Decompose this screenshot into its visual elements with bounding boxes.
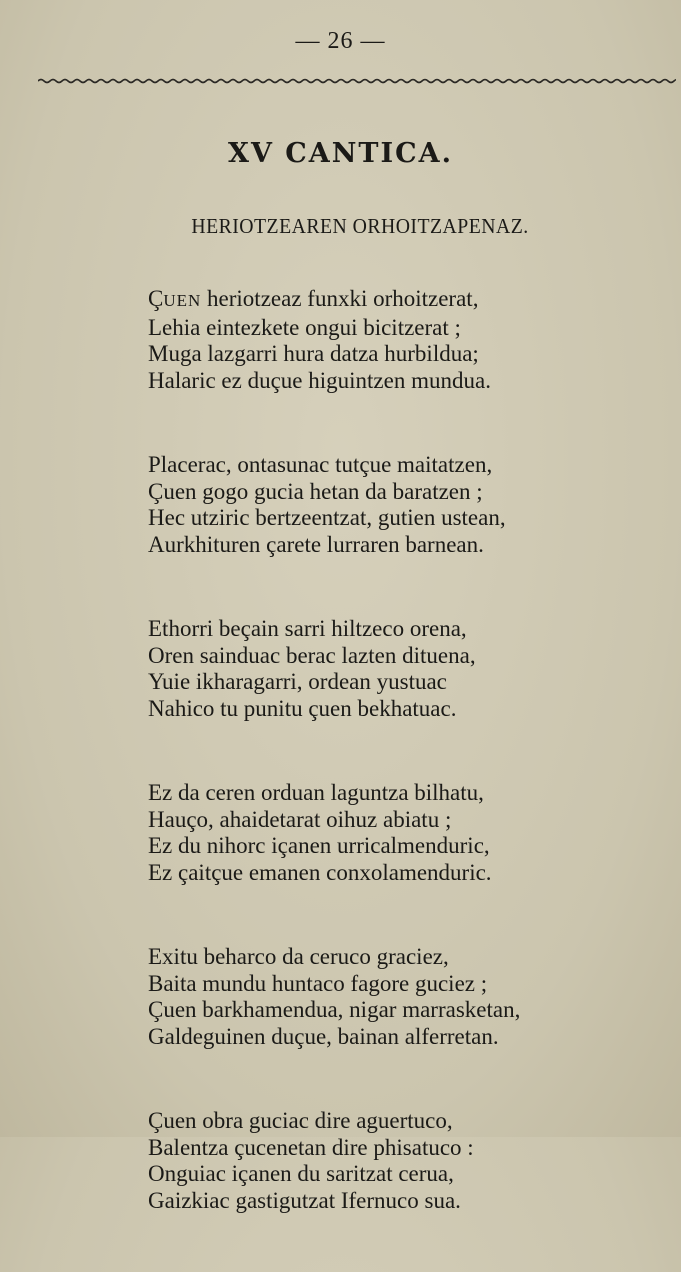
poem-line: Çuen gogo gucia hetan da baratzen ; — [148, 478, 483, 504]
stanza-3 — [148, 616, 668, 722]
wavy-rule-ornament — [38, 74, 676, 88]
stanza-5 — [148, 944, 668, 1050]
stanza-6 — [148, 1108, 668, 1214]
poem-line: Galdeguinen duçue, bainan alferretan. — [148, 1023, 499, 1049]
stanza-1 — [148, 286, 668, 394]
poem-line: Ez çaitçue emanen conxolamenduric. — [148, 859, 492, 885]
poem-line: Muga lazgarri hura datza hurbildua; — [148, 341, 479, 366]
poem-line: Baita mundu huntaco fagore guciez ; — [148, 970, 488, 996]
poem-line: Gaizkiac gastigutzat Ifernuco sua. — [148, 1187, 461, 1213]
page-number: — 26 — — [295, 28, 386, 54]
chapter-title: XV CANTICA. — [228, 138, 453, 169]
poem-line: Placerac, ontasunac tutçue maitatzen, — [148, 452, 493, 477]
poem-line: Yuie ikharagarri, ordean yustuac — [148, 669, 447, 694]
stanza-2 — [148, 452, 668, 558]
poem-line: Exitu beharco da ceruco graciez, — [148, 944, 449, 969]
poem-line — [148, 286, 668, 315]
poem-line: Halaric ez duçue higuintzen mundua. — [148, 367, 491, 393]
poem-line: Lehia eintezkete ongui bicitzerat ; — [148, 314, 461, 340]
poem-line: Çuen barkhamendua, nigar marrasketan, — [148, 997, 521, 1022]
poem-line: Ez du nihorc içanen urricalmenduric, — [148, 833, 490, 858]
drop-capital: Ç — [148, 286, 164, 311]
poem-line: Çuen obra guciac dire aguertuco, — [148, 1108, 453, 1133]
poem-line: Ez da ceren orduan laguntza bilhatu, — [148, 780, 484, 805]
poem-line: Hec utziric bertzeentzat, gutien ustean, — [148, 505, 506, 530]
poem-line: Nahico tu punitu çuen bekhatuac. — [148, 695, 457, 721]
poem-line: Oren sainduac berac lazten dituena, — [148, 642, 476, 668]
stanza-4 — [148, 780, 668, 886]
poem-line: Onguiac içanen du saritzat cerua, — [148, 1161, 454, 1186]
poem — [148, 286, 668, 1272]
poem-line: Aurkhituren çarete lurraren barnean. — [148, 531, 484, 557]
poem-line: Ethorri beçain sarri hiltzeco orena, — [148, 616, 467, 641]
poem-line: Balentza çucenetan dire phisatuco : — [148, 1134, 474, 1160]
line-text: heriotzeaz funxki orhoitzerat, — [201, 286, 479, 311]
poem-line: Hauço, ahaidetarat oihuz abiatu ; — [148, 806, 452, 832]
small-caps-word: UEN — [163, 291, 202, 310]
chapter-subtitle: HERIOTZEAREN ORHOITZAPENAZ. — [191, 214, 529, 238]
